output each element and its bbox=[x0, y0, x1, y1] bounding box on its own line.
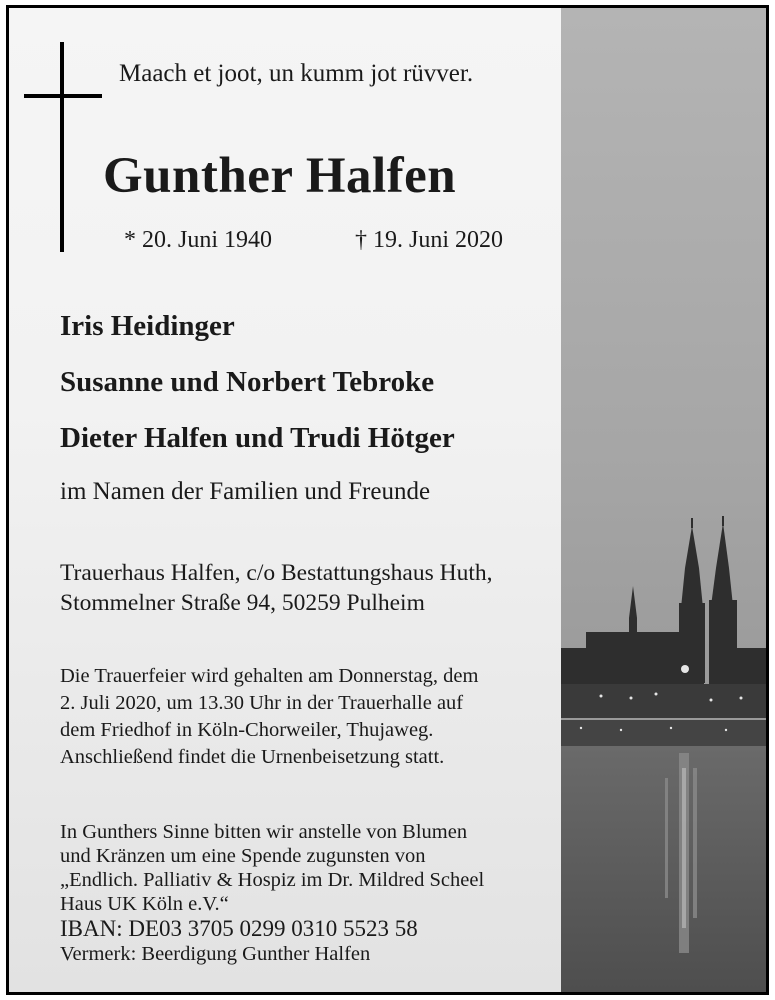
obituary-notice bbox=[9, 8, 766, 992]
cologne-cathedral-photo bbox=[561, 8, 766, 992]
service-line: dem Friedhof in Köln-Chorweiler, Thujaweg. bbox=[60, 719, 434, 741]
mourner-name: Dieter Halfen und Trudi Hötger bbox=[60, 422, 455, 454]
donation-line: In Gunthers Sinne bitten wir anstelle von Blumen bbox=[60, 821, 468, 843]
service-line: Die Trauerfeier wird gehalten am Donnerstag, dem bbox=[60, 665, 479, 687]
motto: Maach et joot, un kumm jot rüvver. bbox=[119, 60, 474, 87]
address-line: Trauerhaus Halfen, c/o Bestattungshaus Huth, bbox=[60, 560, 493, 586]
donation-line: und Kränzen um eine Spende zugunsten von bbox=[60, 845, 426, 867]
cross-icon bbox=[60, 42, 64, 252]
service-line: 2. Juli 2020, um 13.30 Uhr in der Trauerhalle auf bbox=[60, 692, 464, 714]
service-line: Anschließend findet die Urnenbeisetzung statt. bbox=[60, 746, 445, 768]
address-line: Stommelner Straße 94, 50259 Pulheim bbox=[60, 590, 425, 616]
funeral-service-info bbox=[60, 663, 478, 771]
iban: IBAN: DE03 3705 0299 0310 5523 58 bbox=[60, 916, 418, 941]
donation-request bbox=[60, 820, 484, 966]
mourner-name: Susanne und Norbert Tebroke bbox=[60, 366, 435, 398]
donation-line: Haus UK Köln e.V.“ bbox=[60, 893, 229, 915]
on-behalf-line: im Namen der Familien und Freunde bbox=[60, 478, 431, 505]
donation-line: „Endlich. Palliativ & Hospiz im Dr. Mildred Scheel bbox=[60, 869, 485, 891]
mourner-name: Iris Heidinger bbox=[60, 310, 235, 342]
donation-reference: Vermerk: Beerdigung Gunther Halfen bbox=[60, 943, 371, 965]
mourning-house-address bbox=[60, 558, 493, 618]
deceased-name: Gunther Halfen bbox=[103, 148, 457, 204]
cross-icon-bar bbox=[24, 94, 102, 98]
birth-date: * 20. Juni 1940 bbox=[124, 227, 273, 253]
death-date: † 19. Juni 2020 bbox=[355, 227, 504, 253]
